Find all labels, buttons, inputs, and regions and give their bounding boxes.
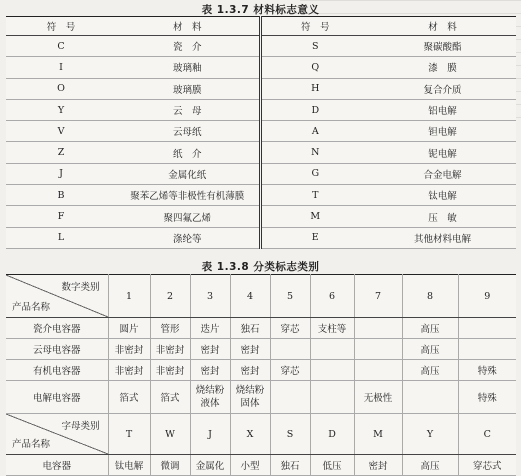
material-cell: 合金电解 [369, 163, 516, 184]
material-cell: 聚四氟乙烯 [116, 206, 260, 227]
header-material: 材 料 [369, 17, 516, 36]
category-number-header: 6 [310, 275, 354, 318]
table-row [6, 57, 516, 78]
symbol-cell: O [6, 78, 116, 99]
table-row [6, 99, 516, 120]
category-cell: 高压 [402, 318, 458, 339]
product-name-cell: 电容器 [6, 455, 108, 476]
category-cell [402, 381, 458, 414]
cell-line: 固体 [240, 398, 260, 409]
category-cell: 密封 [354, 455, 402, 476]
symbol-cell: I [6, 57, 116, 78]
category-letter-header: J [190, 414, 230, 455]
category-letter-header: T [108, 414, 150, 455]
table-row [6, 36, 516, 57]
symbol-cell: Y [6, 99, 116, 120]
cell-line: 烧结粉 [195, 385, 225, 396]
table-row-electrolytic [6, 381, 516, 414]
category-cell: 钛电解 [108, 455, 150, 476]
symbol-cell: E [260, 227, 369, 248]
material-cell: 钛电解 [369, 185, 516, 206]
category-cell: 非密封 [150, 339, 190, 360]
material-cell: 聚苯乙烯等非极性有机薄膜 [116, 185, 260, 206]
table1-header-row [6, 17, 516, 36]
category-cell [270, 381, 310, 414]
material-cell: 涤纶等 [116, 227, 260, 248]
symbol-cell: L [6, 227, 116, 248]
category-cell: 非密封 [108, 339, 150, 360]
material-cell: 瓷 介 [116, 36, 260, 57]
material-cell: 玻璃膜 [116, 78, 260, 99]
category-number-header: 2 [150, 275, 190, 318]
category-cell: 高压 [402, 360, 458, 381]
category-cell [310, 339, 354, 360]
symbol-cell: J [6, 163, 116, 184]
category-cell: 密封 [190, 339, 230, 360]
table-row [6, 227, 516, 248]
category-cell: 箔式 [108, 381, 150, 414]
symbol-cell: C [6, 36, 116, 57]
category-cell [458, 318, 516, 339]
material-cell: 压 敏 [369, 206, 516, 227]
category-cell [270, 339, 310, 360]
material-cell: 聚碳酸酯 [369, 36, 516, 57]
symbol-cell: H [260, 78, 369, 99]
category-cell [458, 339, 516, 360]
category-cell: 支柱等 [310, 318, 354, 339]
category-letter-header: C [458, 414, 516, 455]
table-row [6, 185, 516, 206]
header-symbol: 符 号 [260, 17, 369, 36]
material-cell: 复合介质 [369, 78, 516, 99]
category-cell: 金属化 [190, 455, 230, 476]
table-row [6, 78, 516, 99]
table-row [6, 142, 516, 163]
category-letter-header: M [354, 414, 402, 455]
category-number-header: 3 [190, 275, 230, 318]
category-letter-header: Y [402, 414, 458, 455]
symbol-cell: V [6, 121, 116, 142]
header-category-label: 数字类别 [61, 282, 100, 293]
table-row [6, 318, 516, 339]
header-material: 材 料 [116, 17, 260, 36]
category-cell: 特殊 [458, 360, 516, 381]
category-cell: 特殊 [458, 381, 516, 414]
category-cell: 管形 [150, 318, 190, 339]
category-cell: 穿芯式 [458, 455, 516, 476]
category-cell: 非密封 [150, 360, 190, 381]
table-row [6, 121, 516, 142]
category-cell: 非密封 [108, 360, 150, 381]
category-letter-header: D [310, 414, 354, 455]
category-cell: 无极性 [354, 381, 402, 414]
category-number-header: 1 [108, 275, 150, 318]
material-cell: 铌电解 [369, 142, 516, 163]
material-cell: 纸 介 [116, 142, 260, 163]
category-cell: 高压 [402, 455, 458, 476]
table-row [6, 455, 516, 476]
category-cell: 小型 [230, 455, 270, 476]
category-cell: 穿芯 [270, 360, 310, 381]
symbol-cell: Q [260, 57, 369, 78]
product-name-cell: 云母电容器 [6, 339, 108, 360]
table2-header-row-letter [6, 414, 516, 455]
symbol-cell: N [260, 142, 369, 163]
table2-caption: 表 1.3.8 分类标志类别 [201, 261, 320, 273]
symbol-cell: Z [6, 142, 116, 163]
product-name-cell: 瓷介电容器 [6, 318, 108, 339]
header-category-label: 字母类别 [61, 421, 100, 432]
material-symbol-table [6, 16, 516, 249]
category-cell: 密封 [190, 360, 230, 381]
diagonal-header-cell [6, 275, 108, 318]
table1-caption: 表 1.3.7 材料标志意义 [201, 4, 320, 16]
symbol-cell: G [260, 163, 369, 184]
category-cell: 独石 [230, 318, 270, 339]
material-cell: 玻璃釉 [116, 57, 260, 78]
category-cell: 独石 [270, 455, 310, 476]
category-number-header: 5 [270, 275, 310, 318]
header-product-label: 产品名称 [12, 439, 51, 450]
table-row [6, 360, 516, 381]
category-cell [310, 360, 354, 381]
category-number-header: 4 [230, 275, 270, 318]
category-number-header: 8 [402, 275, 458, 318]
header-symbol: 符 号 [6, 17, 116, 36]
category-letter-header: X [230, 414, 270, 455]
symbol-cell: M [260, 206, 369, 227]
category-cell: 迭片 [190, 318, 230, 339]
symbol-cell: D [260, 99, 369, 120]
symbol-cell: S [260, 36, 369, 57]
category-cell [310, 381, 354, 414]
category-cell [354, 318, 402, 339]
category-letter-header: S [270, 414, 310, 455]
table-row [6, 339, 516, 360]
table2-header-row-numeric [6, 275, 516, 318]
material-cell: 云母纸 [116, 121, 260, 142]
material-cell: 漆 膜 [369, 57, 516, 78]
table-row [6, 206, 516, 227]
symbol-cell: F [6, 206, 116, 227]
material-cell: 金属化纸 [116, 163, 260, 184]
category-cell: 箔式 [150, 381, 190, 414]
category-cell: 密封 [230, 360, 270, 381]
material-cell: 其他材料电解 [369, 227, 516, 248]
symbol-cell: T [260, 185, 369, 206]
category-cell: 低压 [310, 455, 354, 476]
category-cell: 穿芯 [270, 318, 310, 339]
cell-line: 液体 [200, 398, 220, 409]
material-cell: 钽电解 [369, 121, 516, 142]
category-cell [230, 381, 270, 414]
cell-line: 烧结粉 [235, 385, 265, 396]
classification-table [6, 274, 516, 476]
symbol-cell: B [6, 185, 116, 206]
material-cell: 云 母 [116, 99, 260, 120]
category-letter-header: W [150, 414, 190, 455]
category-cell: 微调 [150, 455, 190, 476]
category-cell: 密封 [230, 339, 270, 360]
table-row [6, 163, 516, 184]
category-number-header: 7 [354, 275, 402, 318]
category-cell [190, 381, 230, 414]
product-name-cell: 电解电容器 [6, 381, 108, 414]
header-product-label: 产品名称 [12, 302, 51, 313]
symbol-cell: A [260, 121, 369, 142]
material-cell: 铝电解 [369, 99, 516, 120]
diagonal-header-cell [6, 414, 108, 455]
category-cell [354, 339, 402, 360]
product-name-cell: 有机电容器 [6, 360, 108, 381]
category-number-header: 9 [458, 275, 516, 318]
category-cell [354, 360, 402, 381]
category-cell: 圆片 [108, 318, 150, 339]
category-cell: 高压 [402, 339, 458, 360]
